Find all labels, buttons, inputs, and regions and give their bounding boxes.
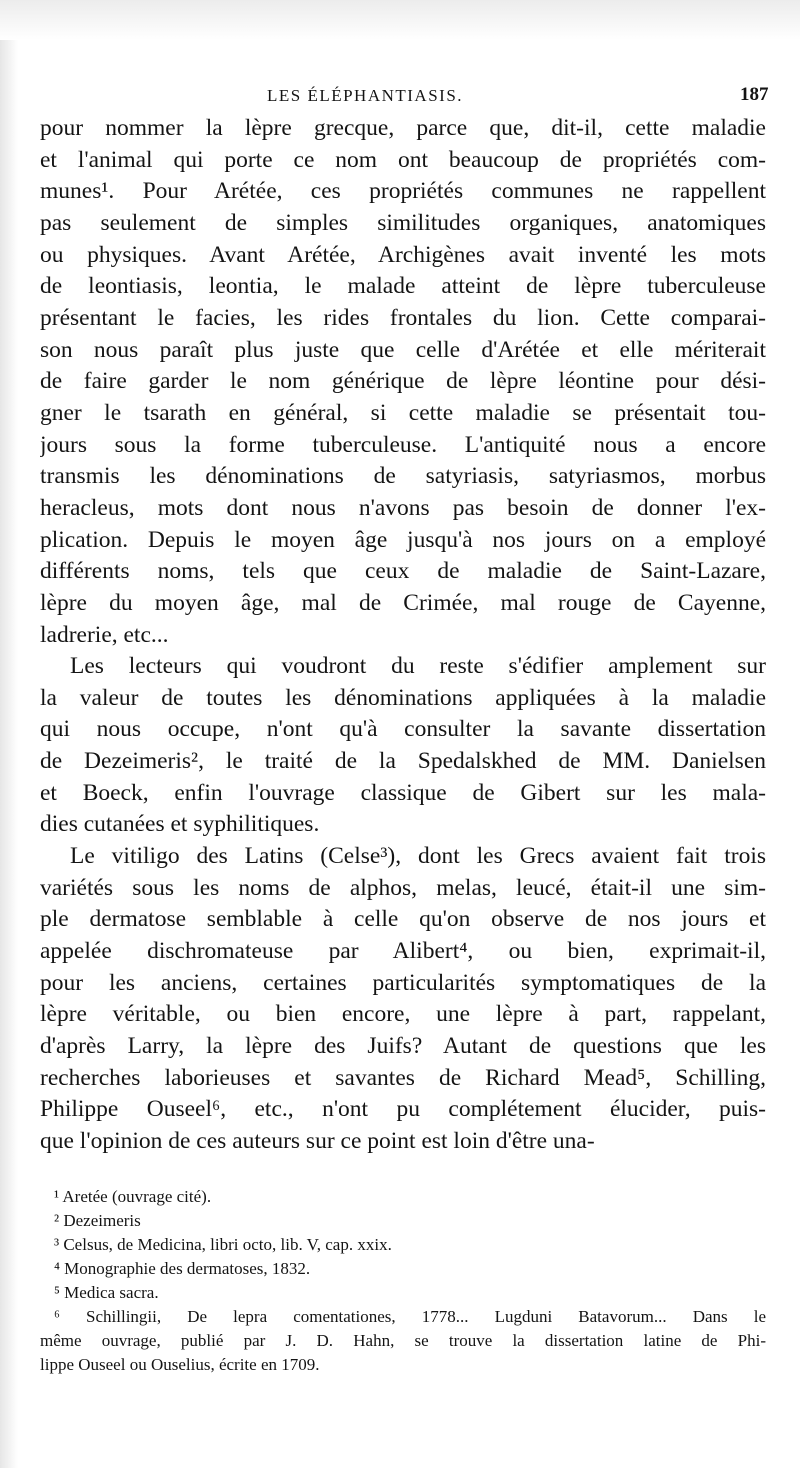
- text-line: pour nommer la lèpre grecque, parce que, dit-il, cette maladie: [40, 115, 766, 141]
- text-line: d'après Larry, la lèpre des Juifs? Autant de questions que les: [40, 1033, 766, 1060]
- text-line: présentant le facies, les rides frontales du lion. Cette comparai-: [40, 304, 766, 331]
- text-line: ou physiques. Avant Arétée, Archigènes avait inventé les mots: [40, 241, 766, 268]
- paragraph-3: [40, 841, 766, 1158]
- footnote-line: ¹ Aretée (ouvrage cité).: [54, 1187, 212, 1206]
- footnote-line: lippe Ouseel ou Ouselius, écrite en 1709.: [40, 1355, 320, 1374]
- body-text: [40, 113, 766, 1158]
- text-line: dies cutanées et syphilitiques.: [40, 811, 320, 838]
- text-line: son nous paraît plus juste que celle d'Arétée et elle mériterait: [40, 336, 766, 363]
- running-title: LES ÉLÉPHANTIASIS.: [266, 86, 464, 105]
- footnote-line: ⁴ Monographie des dermatoses, 1832.: [54, 1259, 311, 1278]
- footnote-line: ² Dezeimeris: [54, 1211, 141, 1230]
- text-line: jours sous la forme tuberculeuse. L'antiquité nous a encore: [40, 431, 766, 458]
- page-number: 187: [740, 84, 769, 105]
- text-line: pas seulement de simples similitudes organiques, anatomiques: [40, 209, 766, 236]
- text-line: ple dermatose semblable à celle qu'on observe de nos jours et: [40, 906, 766, 933]
- text-line: que l'opinion de ces auteurs sur ce point est loin d'être una-: [40, 1128, 595, 1154]
- text-line: variétés sous les noms de alphos, melas, leucé, était-il une sim-: [40, 874, 766, 901]
- footnote-line: ⁶ Schillingii, De lepra comentationes, 1778... Lugduni Batavorum... Dans le: [54, 1307, 766, 1326]
- text-line: Philippe Ouseel⁶, etc., n'ont pu complétement élucider, puis-: [40, 1096, 766, 1123]
- footnotes: [40, 1185, 766, 1377]
- footnote-line: ⁵ Medica sacra.: [54, 1283, 159, 1302]
- text-line: et l'animal qui porte ce nom ont beaucoup de propriétés com-: [40, 146, 766, 173]
- paragraph-2: [40, 651, 766, 841]
- text-line: plication. Depuis le moyen âge jusqu'à nos jours on a employé: [40, 526, 766, 553]
- text-line: appelée dischromateuse par Alibert⁴, ou bien, exprimait-il,: [40, 938, 766, 965]
- text-line: pour les anciens, certaines particularités symptomatiques de la: [40, 969, 766, 996]
- text-line: de faire garder le nom générique de lèpre léontine pour dési-: [40, 368, 766, 395]
- text-line: munes¹. Pour Arétée, ces propriétés communes ne rappellent: [40, 178, 766, 205]
- text-line: Le vitiligo des Latins (Celse³), dont les Grecs avaient fait trois: [70, 843, 766, 870]
- footnote-line: ³ Celsus, de Medicina, libri octo, lib. V, cap. xxix.: [54, 1235, 392, 1254]
- text-line: lèpre du moyen âge, mal de Crimée, mal rouge de Cayenne,: [40, 589, 766, 616]
- text-line: transmis les dénominations de satyriasis, satyriasmos, morbus: [40, 463, 766, 490]
- page-top-shadow: [0, 0, 800, 40]
- text-line: et Boeck, enfin l'ouvrage classique de Gibert sur les mala-: [40, 779, 766, 806]
- paragraph-1: [40, 113, 766, 651]
- text-line: heracleus, mots dont nous n'avons pas besoin de donner l'ex-: [40, 494, 766, 521]
- text-line: de leontiasis, leontia, le malade atteint de lèpre tuberculeuse: [40, 273, 766, 300]
- text-line: qui nous occupe, n'ont qu'à consulter la savante dissertation: [40, 716, 766, 743]
- text-line: la valeur de toutes les dénominations appliquées à la maladie: [40, 684, 766, 711]
- page-edge-shadow: [0, 0, 18, 1468]
- text-line: lèpre véritable, ou bien encore, une lèpre à part, rappelant,: [40, 1001, 766, 1028]
- footnote-line: même ouvrage, publié par J. D. Hahn, se trouve la dissertation latine de Phi-: [40, 1331, 766, 1350]
- text-line: recherches laborieuses et savantes de Richard Mead⁵, Schilling,: [40, 1064, 766, 1091]
- text-line: de Dezeimeris², le traité de la Spedalskhed de MM. Danielsen: [40, 748, 766, 775]
- text-line: gner le tsarath en général, si cette maladie se présentait tou-: [40, 399, 766, 426]
- text-line: ladrerie, etc...: [40, 621, 169, 648]
- text-line: Les lecteurs qui voudront du reste s'édifier amplement sur: [70, 653, 766, 680]
- text-line: différents noms, tels que ceux de maladie de Saint-Lazare,: [40, 558, 766, 585]
